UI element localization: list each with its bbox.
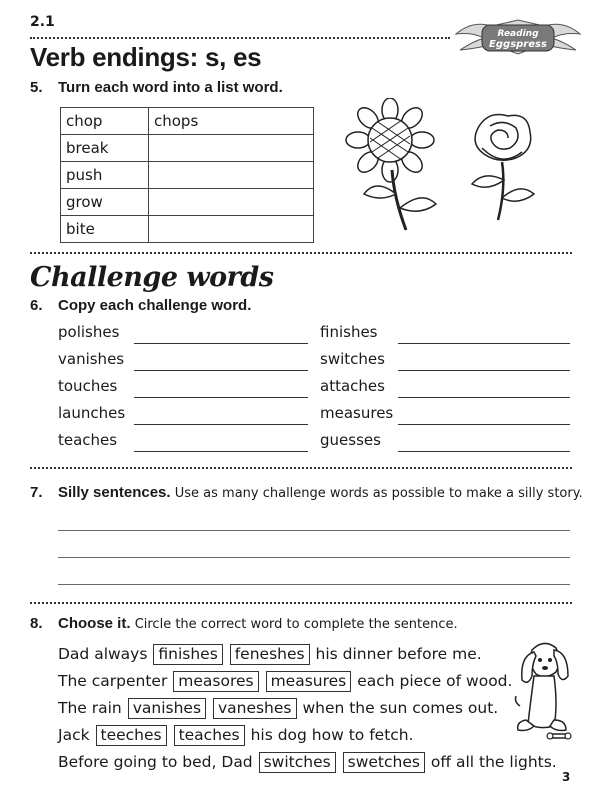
word-option[interactable]: teeches <box>96 725 167 746</box>
copy-line[interactable] <box>398 424 570 425</box>
copy-line[interactable] <box>398 397 570 398</box>
q7-number: 7. <box>30 484 43 501</box>
word-table <box>60 107 314 243</box>
challenge-word: guesses <box>320 431 381 449</box>
copy-line[interactable] <box>398 343 570 344</box>
copy-line[interactable] <box>134 424 308 425</box>
table-answer[interactable] <box>149 189 314 216</box>
challenge-word: switches <box>320 350 385 368</box>
table-word: grow <box>61 189 149 216</box>
word-option[interactable]: feneshes <box>230 644 310 665</box>
table-answer[interactable]: chops <box>149 108 314 135</box>
q8-number: 8. <box>30 615 43 632</box>
challenge-word: vanishes <box>58 350 125 368</box>
table-word: push <box>61 162 149 189</box>
q8-prompt: Choose it. <box>58 615 131 632</box>
section-number: 2.1 <box>30 14 55 30</box>
word-option[interactable]: vanishes <box>128 698 206 719</box>
rose-icon <box>458 108 548 228</box>
challenge-word: finishes <box>320 323 378 341</box>
word-option[interactable]: finishes <box>153 644 222 665</box>
q8-instruction: Circle the correct word to complete the sentence. <box>134 617 458 632</box>
q7-instruction: Use as many challenge words as possible to make a silly story. <box>174 486 583 501</box>
copy-line[interactable] <box>134 343 308 344</box>
q8-heading <box>30 615 458 632</box>
sunflower-icon <box>340 98 450 238</box>
sentence-start: The carpenter <box>58 672 168 690</box>
writing-line[interactable] <box>58 530 570 531</box>
table-answer[interactable] <box>149 216 314 243</box>
copy-line[interactable] <box>398 451 570 452</box>
sentence-start: Jack <box>58 726 90 744</box>
sentence <box>58 698 498 719</box>
dog-icon <box>510 636 580 746</box>
copy-line[interactable] <box>398 370 570 371</box>
challenge-word: touches <box>58 377 118 395</box>
table-answer[interactable] <box>149 135 314 162</box>
challenge-word: polishes <box>58 323 120 341</box>
q6-heading <box>30 297 251 314</box>
word-option[interactable]: measores <box>173 671 258 692</box>
sentence <box>58 671 512 692</box>
word-option[interactable]: switches <box>259 752 336 773</box>
q7-heading <box>30 484 583 501</box>
challenge-word: launches <box>58 404 126 422</box>
sentence-start: The rain <box>58 699 122 717</box>
sentence <box>58 644 482 665</box>
sentence <box>58 725 414 746</box>
challenge-word: attaches <box>320 377 385 395</box>
word-option[interactable]: swetches <box>343 752 425 773</box>
copy-line[interactable] <box>134 451 308 452</box>
writing-line[interactable] <box>58 584 570 585</box>
q5-prompt: Turn each word into a list word. <box>58 79 283 96</box>
logo-line1: Reading <box>497 29 539 39</box>
sentence-start: Before going to bed, Dad <box>58 753 253 771</box>
table-word: break <box>61 135 149 162</box>
table-row <box>61 108 314 135</box>
sentence-end: his dog how to fetch. <box>250 726 414 744</box>
copy-line[interactable] <box>134 397 308 398</box>
table-answer[interactable] <box>149 162 314 189</box>
reading-eggspress-logo <box>452 14 584 60</box>
section-divider <box>30 252 572 254</box>
sentence-end: off all the lights. <box>430 753 557 771</box>
page-number: 3 <box>562 770 571 784</box>
table-word: bite <box>61 216 149 243</box>
copy-line[interactable] <box>134 370 308 371</box>
word-option[interactable]: vaneshes <box>213 698 297 719</box>
writing-line[interactable] <box>58 557 570 558</box>
logo-line2: Eggspress <box>489 39 547 50</box>
word-option[interactable]: teaches <box>174 725 245 746</box>
page-title: Verb endings: s, es <box>30 42 262 72</box>
q6-prompt: Copy each challenge word. <box>58 297 252 314</box>
header-divider <box>30 37 450 39</box>
sentence-end: each piece of wood. <box>357 672 513 690</box>
challenge-word: measures <box>320 404 394 422</box>
q5-number: 5. <box>30 79 43 96</box>
section-divider <box>30 602 572 604</box>
table-row <box>61 189 314 216</box>
table-row <box>61 216 314 243</box>
q5-heading <box>30 79 283 96</box>
challenge-word: teaches <box>58 431 118 449</box>
sentence <box>58 752 557 773</box>
sentence-start: Dad always <box>58 645 148 663</box>
sentence-end: his dinner before me. <box>315 645 482 663</box>
section-divider <box>30 467 572 469</box>
table-row <box>61 135 314 162</box>
sentence-end: when the sun comes out. <box>302 699 499 717</box>
q7-prompt: Silly sentences. <box>58 484 171 501</box>
q6-number: 6. <box>30 297 43 314</box>
word-option[interactable]: measures <box>266 671 352 692</box>
table-row <box>61 162 314 189</box>
table-word: chop <box>61 108 149 135</box>
challenge-title: Challenge words <box>30 262 274 293</box>
